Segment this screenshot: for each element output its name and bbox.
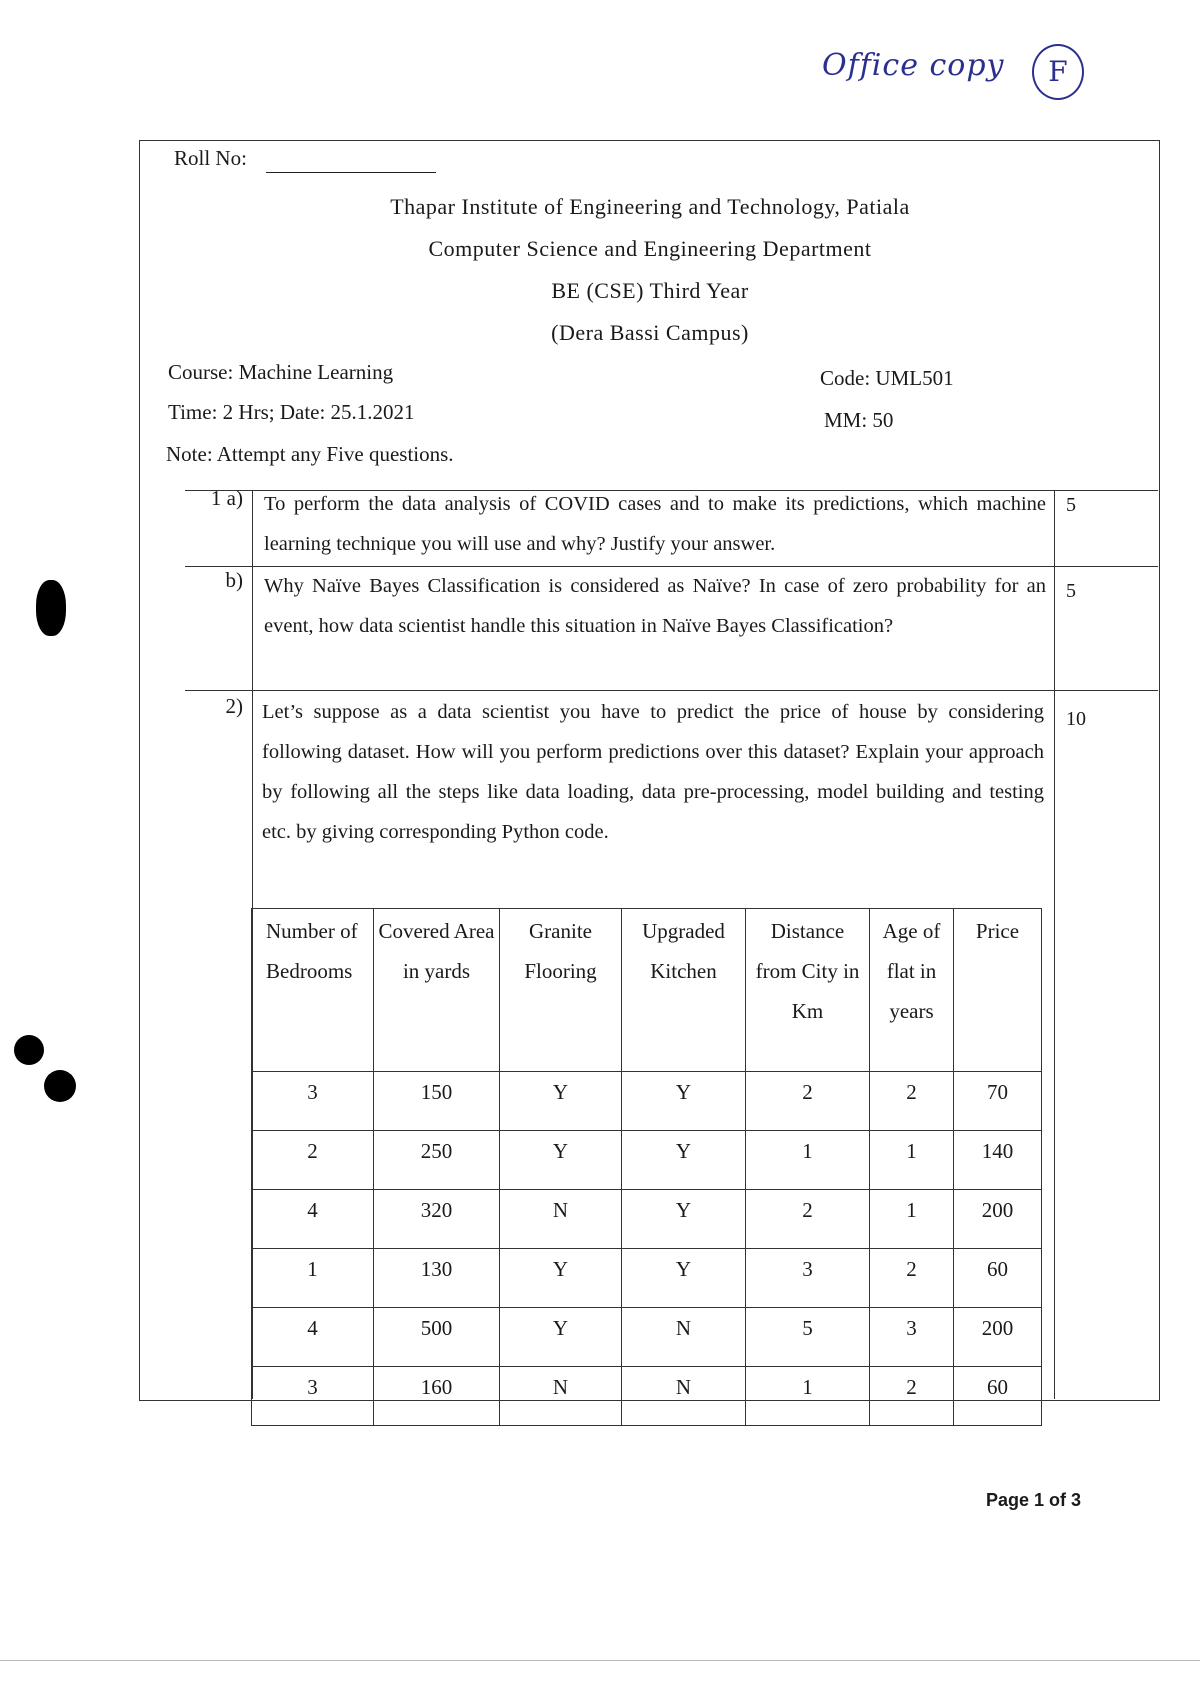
instructions-note: Note: Attempt any Five questions. xyxy=(166,442,454,466)
max-marks: MM: 50 xyxy=(824,408,894,432)
table-header-row xyxy=(252,909,1042,1072)
time-date: Time: 2 Hrs; Date: 25.1.2021 xyxy=(168,400,415,424)
table-cell: 3 xyxy=(252,1367,374,1426)
table-cell: 130 xyxy=(374,1249,500,1308)
table-row xyxy=(252,1249,1042,1308)
table-cell: Y xyxy=(622,1190,746,1249)
table-cell: 2 xyxy=(746,1072,870,1131)
table-cell: 2 xyxy=(252,1131,374,1190)
question-text: Let’s suppose as a data scientist you have to predict the price of house by considering following dataset. How will you perform predictions over this dataset? Explain your approach by following all the steps like data loading, data pre-processing, model building and testing etc. by giving corresponding Python code. xyxy=(262,701,1044,843)
table-cell: N xyxy=(622,1367,746,1426)
table-cell: 200 xyxy=(954,1190,1042,1249)
page-number: Page 1 of 3 xyxy=(986,1490,1082,1510)
handwritten-office-copy-note: Office copy xyxy=(822,48,1005,83)
column-header: Age of flat in years xyxy=(870,909,954,1072)
table-cell: 200 xyxy=(954,1308,1042,1367)
column-header: Upgraded Kitchen xyxy=(622,909,746,1072)
table-cell: 3 xyxy=(252,1072,374,1131)
table-cell: 70 xyxy=(954,1072,1042,1131)
campus-name: (Dera Bassi Campus) xyxy=(551,320,749,345)
table-cell: Y xyxy=(622,1072,746,1131)
table-row xyxy=(252,1367,1042,1426)
table-cell: N xyxy=(500,1367,622,1426)
table-cell: Y xyxy=(500,1249,622,1308)
table-cell: 4 xyxy=(252,1308,374,1367)
table-cell: 1 xyxy=(870,1190,954,1249)
table-row xyxy=(252,1308,1042,1367)
course-code: Code: UML501 xyxy=(820,366,954,390)
course-label: Course: Machine Learning xyxy=(168,360,394,384)
punch-mark xyxy=(14,1035,44,1065)
table-cell: Y xyxy=(500,1308,622,1367)
table-cell: 60 xyxy=(954,1367,1042,1426)
question-text: Why Naïve Bayes Classification is considered as Naïve? In case of zero probability for an event, how data scientist handle this situation in Naïve Bayes Classification? xyxy=(264,575,1046,637)
table-cell: 3 xyxy=(746,1249,870,1308)
table-cell: 2 xyxy=(870,1367,954,1426)
table-row xyxy=(252,1190,1042,1249)
table-cell: Y xyxy=(500,1072,622,1131)
question-marks: 5 xyxy=(1066,494,1076,516)
table-cell: Y xyxy=(500,1131,622,1190)
table-cell: N xyxy=(622,1308,746,1367)
table-cell: 5 xyxy=(746,1308,870,1367)
table-cell: 140 xyxy=(954,1131,1042,1190)
table-cell: 3 xyxy=(870,1308,954,1367)
table-cell: 1 xyxy=(746,1131,870,1190)
table-cell: 1 xyxy=(252,1249,374,1308)
table-cell: 2 xyxy=(870,1249,954,1308)
table-cell: 250 xyxy=(374,1131,500,1190)
bottom-divider xyxy=(0,1660,1200,1661)
institute-name: Thapar Institute of Engineering and Technology, Patiala xyxy=(390,194,910,219)
table-cell: 500 xyxy=(374,1308,500,1367)
table-cell: 320 xyxy=(374,1190,500,1249)
table-cell: 160 xyxy=(374,1367,500,1426)
table-row xyxy=(252,1131,1042,1190)
table-cell: 2 xyxy=(746,1190,870,1249)
table-cell: Y xyxy=(622,1131,746,1190)
grid-line xyxy=(185,690,1158,691)
table-row xyxy=(252,1072,1042,1131)
table-cell: N xyxy=(500,1190,622,1249)
question-text: To perform the data analysis of COVID cases and to make its predictions, which machine learning technique you will use and why? Justify your answer. xyxy=(264,493,1046,555)
column-header: Number of Bedrooms xyxy=(252,909,374,1072)
table-cell: 2 xyxy=(870,1072,954,1131)
table-cell: Y xyxy=(622,1249,746,1308)
table-cell: 1 xyxy=(746,1367,870,1426)
column-header: Price xyxy=(954,909,1042,1072)
question-marks: 5 xyxy=(1066,580,1076,602)
punch-mark xyxy=(44,1070,76,1102)
column-header: Granite Flooring xyxy=(500,909,622,1072)
question-number: 1 a) xyxy=(210,486,243,510)
handwritten-circled-letter: F xyxy=(1032,44,1084,100)
roll-no-blank xyxy=(266,172,436,173)
table-cell: 60 xyxy=(954,1249,1042,1308)
roll-no-label: Roll No: xyxy=(174,146,247,170)
table-cell: 4 xyxy=(252,1190,374,1249)
house-price-dataset-table xyxy=(251,908,1042,1426)
table-cell: 1 xyxy=(870,1131,954,1190)
punch-mark xyxy=(36,580,66,636)
question-marks: 10 xyxy=(1066,708,1086,730)
table-cell: 150 xyxy=(374,1072,500,1131)
column-header: Distance from City in Km xyxy=(746,909,870,1072)
question-number: 2) xyxy=(225,694,243,718)
column-header: Covered Area in yards xyxy=(374,909,500,1072)
program-name: BE (CSE) Third Year xyxy=(551,278,749,303)
department-name: Computer Science and Engineering Department xyxy=(428,236,872,261)
question-number: b) xyxy=(225,568,243,592)
grid-line xyxy=(1054,490,1055,1399)
